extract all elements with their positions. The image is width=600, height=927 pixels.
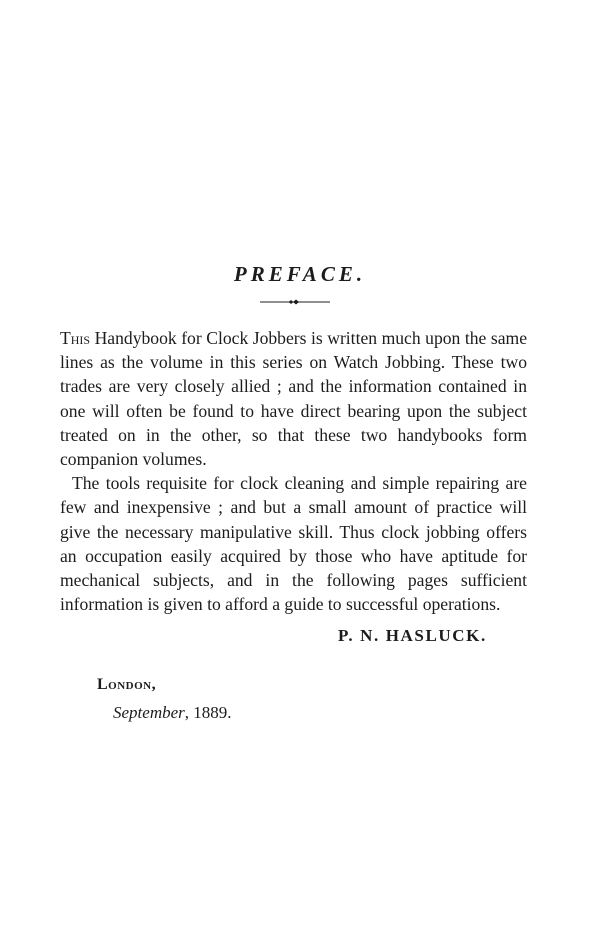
preface-body (60, 326, 527, 616)
place-line: London, (97, 676, 157, 693)
paragraph-lead-word: This (60, 328, 91, 348)
date-year: , 1889. (184, 703, 232, 722)
title-ornament-rule (258, 297, 332, 307)
date-line (113, 703, 232, 723)
preface-title: PREFACE. (233, 262, 367, 286)
preface-paragraph-2: The tools requisite for clock cleaning and simple repairing are few and inexpensive ; and but a small amount of practice will give the necessary manipulative skill. Thus clock jobbing offers an occupation easily acquired by those who have aptitude for mechanical subjects, and in the following pages sufficient information is given to afford a guide to successful operations. (60, 473, 527, 615)
paragraph-1-text: Handybook for Clock Jobbers is written much upon the same lines as the volume in this series on Watch Jobbing. These two trades are very closely allied ; and the information contained in one will often be found to have direct bearing upon the subject treated on in the other, so that these two handybooks form companion volumes. (60, 328, 527, 470)
author-signature: P. N. HASLUCK. (338, 626, 487, 645)
preface-paragraph-1 (60, 326, 527, 471)
date-month: September (113, 703, 185, 722)
